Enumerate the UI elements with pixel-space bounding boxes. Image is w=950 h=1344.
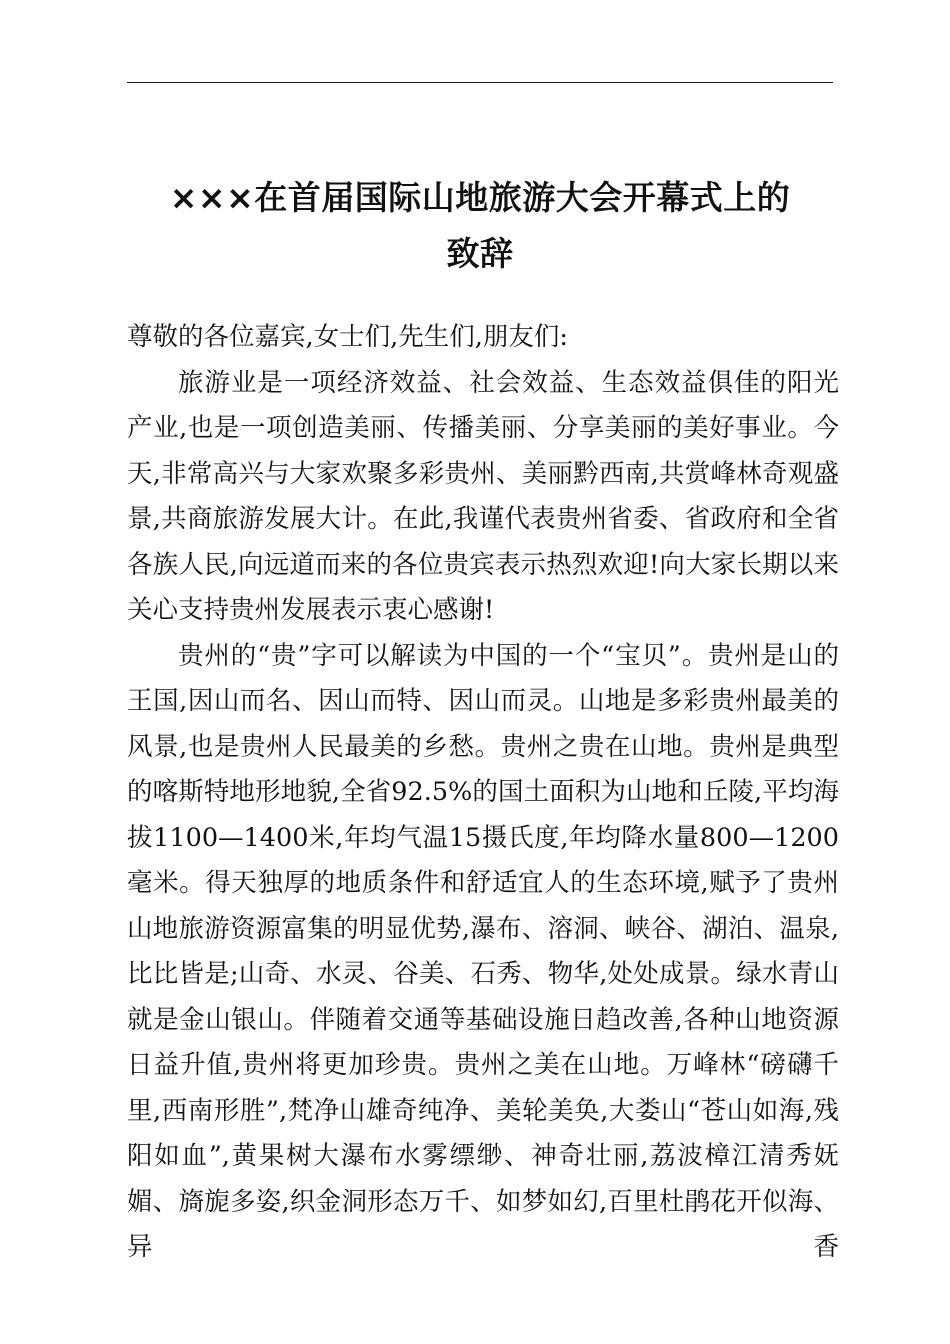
paragraph-1: 旅游业是一项经济效益、社会效益、生态效益俱佳的阳光产业,也是一项创造美丽、传播美丽、分享美丽的美好事业。今天,非常高兴与大家欢聚多彩贵州、美丽黔西南,共赏峰林奇观盛景,共商旅游发展大计。在此,我谨代表贵州省委、省政府和全省各族人民,向远道而来的各位贵宾表示热烈欢迎!向大家长期以来关心支持贵州发展表示衷心感谢! <box>127 367 839 625</box>
document-title <box>127 170 833 282</box>
title-line-1: ×××在首届国际山地旅游大会开幕式上的 <box>169 178 791 217</box>
salutation: 尊敬的各位嘉宾,女士们,先生们,朋友们: <box>127 322 568 352</box>
paragraph-2: 贵州的“贵”字可以解读为中国的一个“宝贝”。贵州是山的王国,因山而名、因山而特、因山而灵。山地是多彩贵州最美的风景,也是贵州人民最美的乡愁。贵州之贵在山地。贵州是典型的喀斯特地形地貌,全省92.5%的国土面积为山地和丘陵,平均海拔1100—1400米,年均气温15摄氏度,年均降水量800—1200毫米。得天独厚的地质条件和舒适宜人的生态环境,赋予了贵州山地旅游资源富集的明显优势,瀑布、溶洞、峡谷、湖泊、温泉,比比皆是;山奇、水灵、谷美、石秀、物华,处处成景。绿水青山就是金山银山。伴随着交通等基础设施日趋改善,各种山地资源日益升值,贵州将更加珍贵。贵州之美在山地。万峰林“磅礴千里,西南形胜”,梵净山雄奇纯净、美轮美奂,大娄山“苍山如海,残阳如血”,黄果树大瀑布水雾缥缈、神奇壮丽,荔波樟江清秀妩媚、旖旎多姿,织金洞形态万千、如梦如幻,百里杜鹃花开似海、异香 <box>127 640 839 1262</box>
header-rule <box>127 82 833 83</box>
document-body <box>127 315 839 1271</box>
title-line-2: 致辞 <box>446 234 514 273</box>
